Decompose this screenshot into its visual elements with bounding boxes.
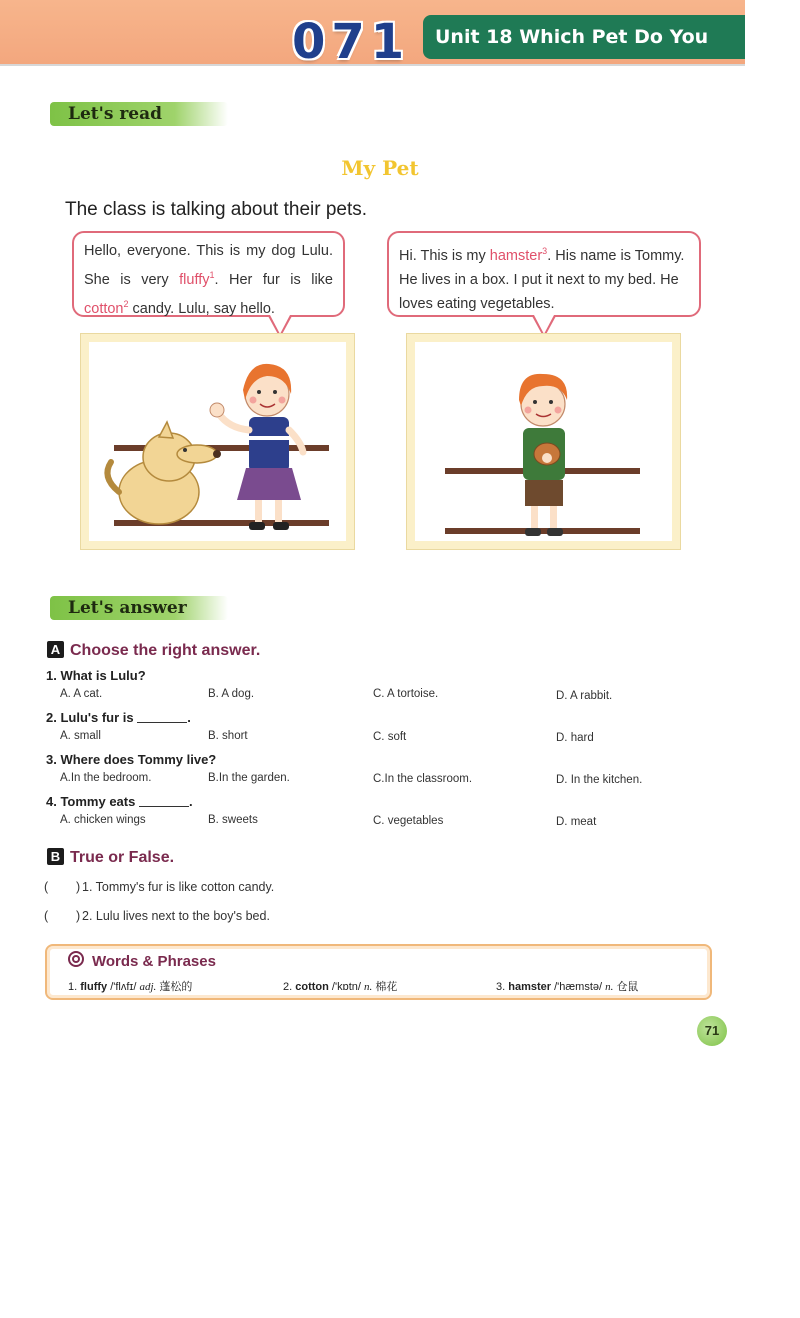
word-term: fluffy (80, 981, 108, 993)
vocab-word: fluffy (179, 271, 210, 288)
option: C. soft (373, 731, 407, 743)
question-text: 3. Where does Tommy live? (46, 752, 217, 767)
story-title: My Pet (341, 156, 419, 180)
question-text: 2. Lulu's fur is (46, 710, 134, 725)
vocab-word: hamster (489, 247, 543, 264)
footnote-mark: 1 (209, 270, 215, 280)
word-number: 2. (283, 981, 293, 993)
section-b-heading (47, 848, 174, 867)
option: A.In the bedroom. (60, 772, 152, 784)
footnote-mark: 2 (123, 298, 129, 309)
bubble-text: . Her fur is like (214, 271, 333, 288)
option: A. small (60, 730, 101, 742)
section-a-heading (47, 641, 260, 660)
intro-text: The class is talking about their pets. (65, 199, 368, 220)
word-meaning: 棉花 (375, 981, 398, 993)
answer-paren[interactable]: ( ) (44, 909, 81, 923)
question-4 (46, 794, 193, 809)
word-phonetic: /'hæmstə/ (554, 981, 603, 993)
vocab-word: cotton (84, 300, 124, 317)
word-phonetic: /'kɒtn/ (331, 981, 361, 993)
bubble-tail (534, 315, 554, 334)
girl-dog-drawing (89, 342, 346, 541)
question-2 (46, 710, 191, 725)
section-heading-text: Choose the right answer. (70, 642, 261, 659)
option: C. A tortoise. (373, 688, 439, 700)
option: A. A cat. (60, 688, 103, 700)
option: C.In the classroom. (373, 773, 473, 785)
option: D. A rabbit. (556, 690, 613, 702)
question-1 (46, 668, 146, 683)
question-text: 1. What is Lulu? (46, 668, 146, 683)
answer-paren[interactable]: ( ) (44, 880, 81, 894)
illustration-girl-dog (80, 333, 355, 550)
word-term: hamster (508, 981, 552, 993)
bubble-text: Hi. This is my (399, 247, 490, 264)
word-pos: n. (364, 981, 373, 993)
page-number: 71 (697, 1016, 727, 1046)
word-meaning: 蓬松的 (159, 981, 193, 993)
question-text: 4. Tommy eats (46, 794, 136, 809)
option: B. A dog. (208, 688, 255, 700)
unit-title: Unit 18 Which Pet Do You Like? (423, 15, 745, 59)
speech-bubble-girl (72, 231, 345, 317)
section-badge: A (47, 641, 64, 658)
option: B. sweets (208, 814, 258, 826)
illustration-boy-hamster (406, 333, 681, 550)
true-false-text: 2. Lulu lives next to the boy's bed. (82, 909, 270, 923)
bubble-tail (270, 315, 290, 334)
true-false-item (44, 880, 274, 894)
option: C. vegetables (373, 815, 444, 827)
option: A. chicken wings (60, 814, 146, 826)
section-badge: B (47, 848, 64, 865)
word-entry (496, 978, 638, 994)
option: D. In the kitchen. (556, 774, 643, 786)
answer-blank[interactable] (139, 795, 189, 807)
section-ribbon-read: Let's read (50, 102, 228, 126)
word-term: cotton (295, 981, 329, 993)
word-number: 3. (496, 981, 506, 993)
question-suffix: . (187, 710, 191, 725)
word-pos: n. (605, 981, 614, 993)
bubble-text: candy. Lulu, say hello. (128, 300, 275, 317)
lesson-number: 071 (292, 14, 411, 70)
speech-bubble-boy (387, 231, 701, 317)
word-phonetic: /'flʌfɪ/ (110, 981, 137, 993)
answer-blank[interactable] (137, 711, 187, 723)
section-ribbon-answer: Let's answer (50, 596, 228, 620)
word-pos: adj. (139, 981, 157, 993)
section-heading-text: True or False. (70, 849, 175, 866)
question-3 (46, 752, 216, 767)
option: D. meat (556, 816, 597, 828)
words-title-text: Words & Phrases (92, 953, 216, 970)
true-false-text: 1. Tommy's fur is like cotton candy. (82, 880, 275, 894)
bubble-text: . His name is Tommy. He lives in a box. I put it next to my bed. He loves eating vegetables. (399, 247, 685, 312)
footnote-mark: 3 (542, 246, 548, 256)
word-number: 1. (68, 981, 78, 993)
word-entry (68, 978, 192, 994)
word-meaning: 仓鼠 (616, 981, 639, 993)
option: B. short (208, 730, 248, 742)
question-suffix: . (188, 794, 193, 809)
double-circle-icon (68, 951, 84, 967)
option: D. hard (556, 732, 594, 744)
true-false-item (44, 909, 270, 923)
option: B.In the garden. (208, 772, 290, 784)
words-phrases-title (68, 951, 216, 970)
boy-hamster-drawing (415, 342, 672, 541)
bubble-text: Hello, everyone. This is my dog Lulu. She is very (84, 243, 333, 288)
word-entry (283, 978, 397, 994)
